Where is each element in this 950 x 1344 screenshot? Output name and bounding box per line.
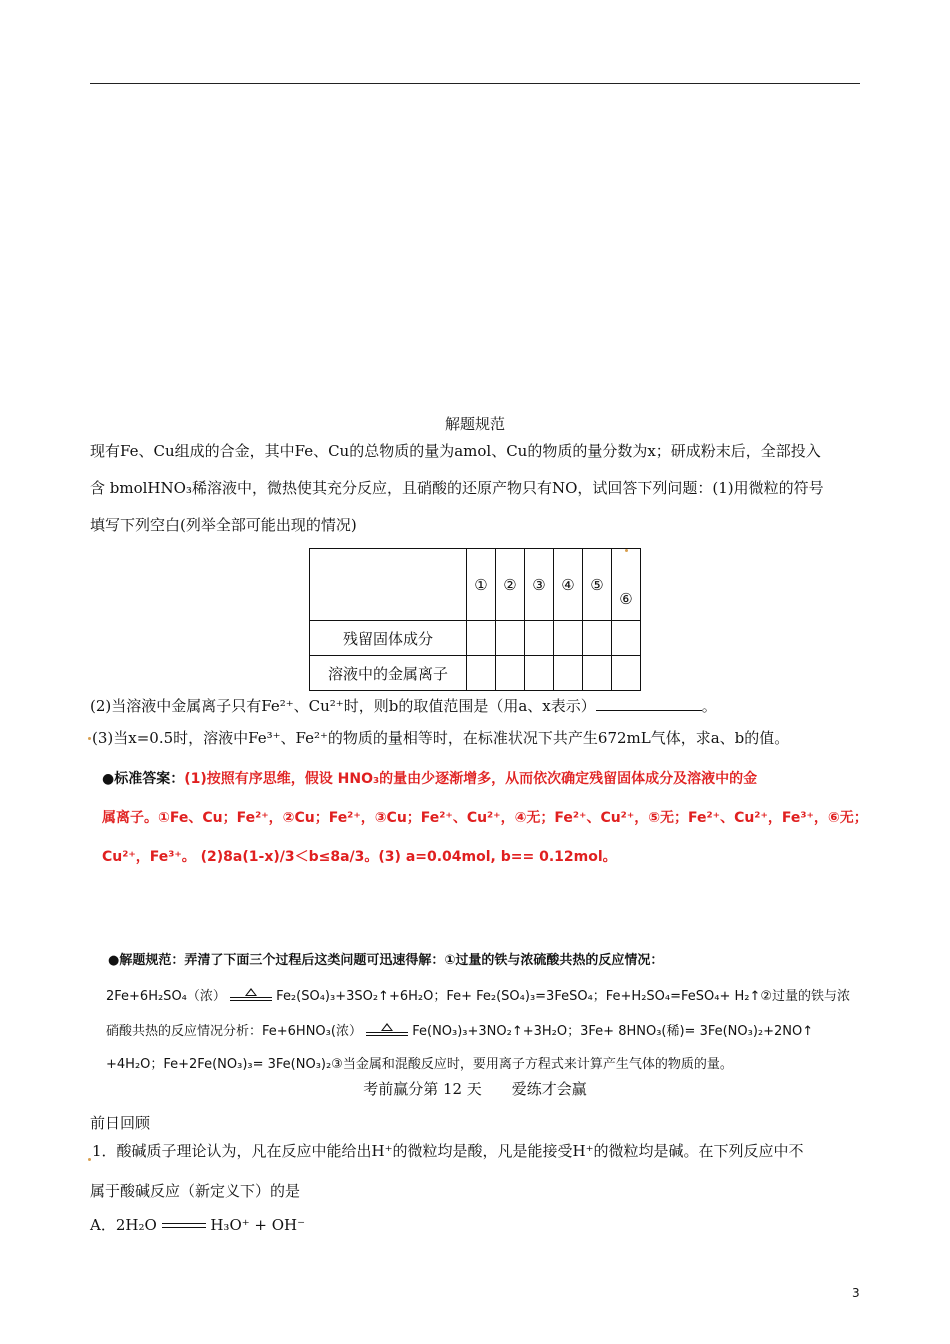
table-row: [310, 621, 641, 656]
heat-equals-sign: [366, 1025, 408, 1039]
standard-answer-text-1: (1)按照有序思维，假设 HNO₃的量由少逐渐增多，从而依次确定残留固体成分及溶液中的金: [184, 771, 758, 787]
table-col-3: ③: [525, 549, 554, 621]
equation-right-2: Fe(NO₃)₃+3NO₂↑+3H₂O；3Fe+ 8HNO₃(稀)= 3Fe(NO₃)₂+2NO↑: [412, 1024, 814, 1039]
question-2: [90, 698, 717, 714]
table-header-row: [310, 549, 641, 621]
table-row-label-ions: 溶液中的金属离子: [310, 656, 467, 691]
problem-line-3: 填写下列空白(列举全部可能出现的情况): [90, 516, 357, 534]
stray-mark: [625, 549, 628, 552]
heat-equals-sign: [230, 990, 272, 1004]
table-col-4: ④: [554, 549, 583, 621]
equation-left-2: 硝酸共热的反应情况分析：Fe+6HNO₃(浓）: [106, 1024, 362, 1039]
review-heading: 前日回顾: [90, 1114, 151, 1132]
standard-answer-label: ●标准答案：: [102, 771, 185, 787]
option-a-left: A．2H₂O: [90, 1216, 157, 1234]
stray-mark: [88, 737, 91, 740]
explanation-line-2: [106, 985, 850, 1004]
equation-right-1: Fe₂(SO₄)₃+3SO₂↑+6H₂O；Fe+ Fe₂(SO₄)₃=3FeSO₄；Fe+H₂SO₄=FeSO₄+ H₂↑②过量的铁与浓: [276, 989, 851, 1004]
standard-answer-line-1: [102, 768, 757, 788]
reversible-arrow: [162, 1221, 206, 1231]
header-rule: [90, 83, 860, 84]
next-section-title: 考前赢分第 12 天 爱练才会赢: [363, 1080, 587, 1098]
explanation-line-4: +4H₂O；Fe+2Fe(NO₃)₃= 3Fe(NO₃)₂③当金属和混酸反应时，要用离子方程式来计算产生气体的物质的量。: [106, 1057, 733, 1072]
answer-table: [309, 548, 641, 691]
problem-line-2: 含 bmolHNO₃稀溶液中，微热使其充分反应，且硝酸的还原产物只有NO，试回答下列问题：(1)用微粒的符号: [90, 479, 824, 497]
review-q1-line-2: 属于酸碱反应（新定义下）的是: [90, 1182, 301, 1200]
table-corner-cell: [310, 549, 467, 621]
explanation-line-3: [106, 1020, 813, 1039]
option-a: [90, 1218, 305, 1233]
stray-mark: [88, 1158, 91, 1161]
table-col-6: ⑥: [612, 549, 641, 621]
option-a-right: H₃O⁺ + OH⁻: [210, 1216, 306, 1234]
question-3: (3)当x=0.5时，溶液中Fe³⁺、Fe²⁺的物质的量相等时，在标准状况下共产生672mL气体，求a、b的值。: [92, 729, 790, 747]
table-col-5: ⑤: [583, 549, 612, 621]
table-row: [310, 656, 641, 691]
section-title: 解题规范: [444, 415, 505, 433]
question-2-end: 。: [701, 697, 717, 715]
answer-blank: [596, 698, 702, 711]
equation-left-1: 2Fe+6H₂SO₄（浓）: [106, 989, 226, 1004]
table-row-label-residue: 残留固体成分: [310, 621, 467, 656]
page-number: 3: [852, 1286, 860, 1300]
table-col-1: ①: [467, 549, 496, 621]
problem-line-1: 现有Fe、Cu组成的合金，其中Fe、Cu的总物质的量为amol、Cu的物质的量分数为x；研成粉末后，全部投入: [90, 442, 821, 460]
review-q1-line-1: 1．酸碱质子理论认为，凡在反应中能给出H⁺的微粒均是酸，凡是能接受H⁺的微粒均是碱。在下列反应中不: [92, 1142, 804, 1160]
explanation-line-1: ●解题规范：弄清了下面三个过程后这类问题可迅速得解：①过量的铁与浓硫酸共热的反应情况：: [108, 953, 664, 968]
standard-answer-line-3: Cu²⁺，Fe³⁺。 (2)8a(1-x)/3＜b≤8a/3。(3) a=0.04mol, b== 0.12mol。: [102, 849, 617, 865]
question-2-text: (2)当溶液中金属离子只有Fe²⁺、Cu²⁺时，则b的取值范围是（用a、x表示）: [90, 697, 596, 715]
table-col-2: ②: [496, 549, 525, 621]
standard-answer-line-2: 属离子。①Fe、Cu；Fe²⁺，②Cu；Fe²⁺，③Cu；Fe²⁺、Cu²⁺，④无；Fe²⁺、Cu²⁺，⑤无；Fe²⁺、Cu²⁺，Fe³⁺，⑥无；: [102, 810, 868, 826]
